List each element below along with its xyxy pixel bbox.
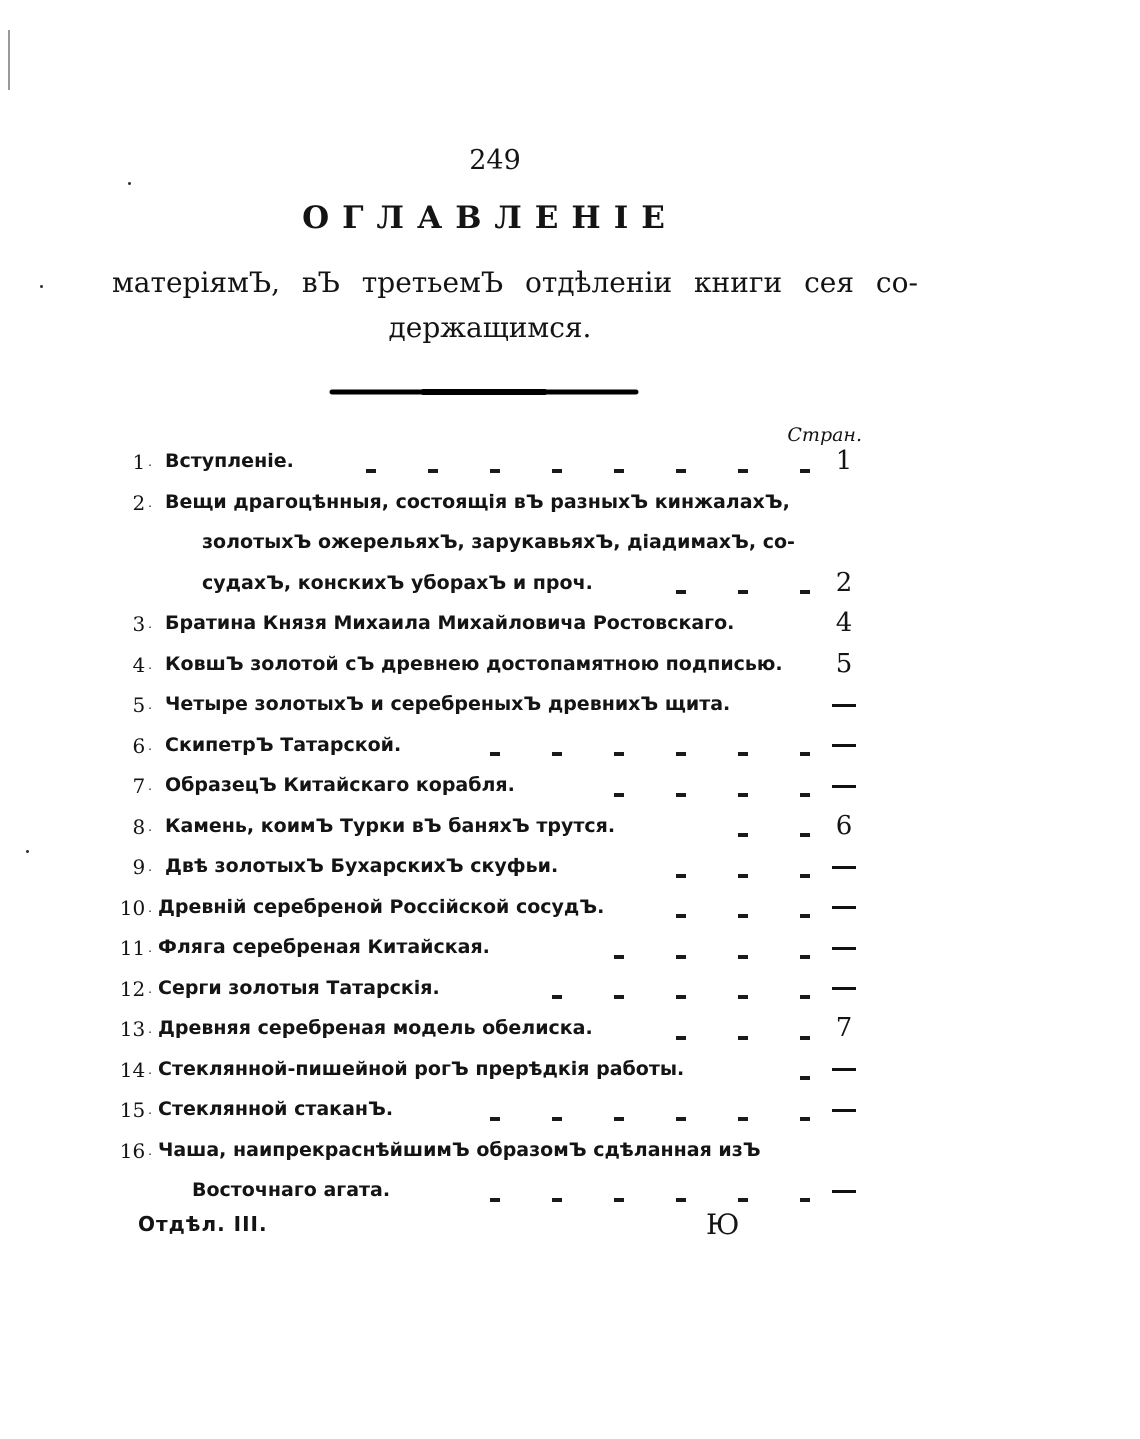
leader-dash xyxy=(490,1117,500,1121)
entry-page-number xyxy=(820,770,868,800)
entry-text: КовшЪ золотой сЪ древнею достопамятною подписью. xyxy=(165,652,783,675)
ditto-dash xyxy=(832,1109,856,1112)
entry-number: 8 . xyxy=(132,814,152,839)
entry-text: ОбразецЪ Китайскаго корабля. xyxy=(165,774,515,796)
entry-number: 12 . xyxy=(119,976,152,1001)
entry-text: золотыхЪ ожерельяхЪ, зарукавьяхЪ, діадимахЪ, со- xyxy=(202,531,795,553)
leader-dots xyxy=(500,986,810,1008)
entry-page-number xyxy=(820,851,868,881)
toc-entry xyxy=(0,567,1140,612)
leader-dash xyxy=(676,995,686,999)
leader-dots xyxy=(748,1067,810,1089)
entry-page-number xyxy=(820,1094,868,1124)
toc-entry xyxy=(0,810,1140,855)
leader-dash xyxy=(614,793,624,797)
toc-entry xyxy=(0,491,1140,531)
entry-text: Древній серебреной Россійской сосудЪ. xyxy=(158,895,605,918)
entry-text: Камень, коимЪ Турки вЪ баняхЪ трутся. xyxy=(165,814,616,837)
leader-dash xyxy=(428,469,438,473)
leader-dash xyxy=(738,955,748,959)
toc-entry xyxy=(0,977,1140,1017)
ditto-dash xyxy=(832,947,856,950)
entry-number: 13 . xyxy=(119,1017,152,1041)
toc-entry xyxy=(0,608,1140,652)
leader-dash xyxy=(800,833,810,837)
leader-dash xyxy=(614,995,624,999)
entry-page-number: 2 xyxy=(835,567,853,598)
leader-dash xyxy=(800,914,810,918)
toc-entry xyxy=(0,1013,1140,1057)
entry-number: 16 . xyxy=(119,1138,152,1163)
entry-text: Древняя серебреная модель обелиска. xyxy=(158,1017,593,1039)
leader-dash xyxy=(490,752,500,756)
leader-dots xyxy=(624,1026,810,1048)
leader-dash xyxy=(800,752,810,756)
entry-text: Братина Князя Михаила Михайловича Ростовскаго. xyxy=(165,612,735,634)
leader-dash xyxy=(738,1117,748,1121)
leader-dash xyxy=(738,833,748,837)
leader-dash xyxy=(676,590,686,594)
toc-entry xyxy=(0,1139,1140,1179)
leader-dash xyxy=(676,914,686,918)
entry-page-number xyxy=(820,932,868,962)
leader-dash xyxy=(552,1117,562,1121)
leader-dash xyxy=(800,955,810,959)
toc-entry xyxy=(0,1098,1140,1138)
toc-entry xyxy=(0,936,1140,976)
leader-dots xyxy=(438,1188,810,1210)
entry-number: 6 . xyxy=(132,733,152,758)
ditto-dash xyxy=(832,704,856,707)
leader-dash xyxy=(366,469,376,473)
leader-dash xyxy=(800,1117,810,1121)
subtitle-line-2: держащимся. xyxy=(388,311,592,344)
entry-text: Вступленіе. xyxy=(165,450,294,472)
leader-dots xyxy=(624,864,810,886)
leader-dash xyxy=(614,469,624,473)
leader-dash xyxy=(676,1198,686,1202)
leader-dash xyxy=(738,752,748,756)
toc-entry xyxy=(0,896,1140,936)
leader-dash xyxy=(738,469,748,473)
section-footer: Отдѣл. III. xyxy=(138,1212,268,1236)
entry-text: Стеклянной стаканЪ. xyxy=(158,1098,394,1120)
leader-dots xyxy=(438,1107,810,1129)
leader-dash xyxy=(676,1036,686,1040)
leader-dash xyxy=(552,469,562,473)
entry-number: 1 . xyxy=(132,450,152,474)
leader-dash xyxy=(552,995,562,999)
entry-text: Восточнаго агата. xyxy=(192,1179,391,1201)
leader-dash xyxy=(614,1198,624,1202)
leader-dash xyxy=(552,752,562,756)
leader-dash xyxy=(800,793,810,797)
subtitle-line-1: матеріямЪ, вЪ третьемЪ отдѣленіи книги сея со- xyxy=(112,266,918,299)
page-number: 249 xyxy=(469,145,521,176)
entry-text: Серги золотыя Татарскія. xyxy=(158,976,440,999)
leader-dash xyxy=(738,590,748,594)
leader-dash xyxy=(738,1198,748,1202)
entry-text: Чаша, наипрекраснѣйшимЪ образомЪ сдѣланная изЪ xyxy=(158,1138,761,1161)
leader-dash xyxy=(676,752,686,756)
leader-dash xyxy=(800,469,810,473)
leader-dash xyxy=(800,995,810,999)
leader-dash xyxy=(800,874,810,878)
entry-page-number xyxy=(820,1175,868,1205)
leader-dash xyxy=(738,995,748,999)
entry-text: Двѣ золотыхЪ БухарскихЪ скуфьи. xyxy=(165,855,559,877)
toc-entry xyxy=(0,774,1140,814)
entry-number: 7 . xyxy=(132,774,152,798)
entry-page-number xyxy=(820,892,868,922)
entry-page-number: 7 xyxy=(835,1013,853,1043)
toc-entry xyxy=(0,1058,1140,1098)
entry-page-number: 5 xyxy=(835,648,853,679)
entry-text: судахЪ, конскихЪ уборахЪ и проч. xyxy=(202,571,593,594)
leader-dash xyxy=(614,752,624,756)
leader-dash xyxy=(800,1198,810,1202)
signature-mark: Ю xyxy=(706,1208,740,1241)
leader-dash xyxy=(738,874,748,878)
leader-dash xyxy=(676,955,686,959)
leader-dots xyxy=(686,824,810,846)
leader-dots xyxy=(562,945,810,967)
entry-text: Фляга серебреная Китайская. xyxy=(158,936,490,958)
leader-dots xyxy=(562,783,810,805)
leader-dash xyxy=(614,955,624,959)
toc-entry xyxy=(0,531,1140,571)
leader-dots xyxy=(624,581,810,603)
leader-dash xyxy=(800,1036,810,1040)
leader-dash xyxy=(676,469,686,473)
entry-number: 2 . xyxy=(132,490,152,515)
entry-number: 10 . xyxy=(119,895,152,920)
leader-dots xyxy=(314,459,810,481)
ditto-dash xyxy=(832,744,856,747)
leader-dash xyxy=(490,469,500,473)
leader-dash xyxy=(490,1198,500,1202)
leader-dash xyxy=(676,1117,686,1121)
entry-number: 9 . xyxy=(132,855,152,879)
entry-number: 4 . xyxy=(132,652,152,677)
entry-page-number: 1 xyxy=(835,446,853,476)
entry-page-number xyxy=(820,689,868,719)
entry-text: Вещи драгоцѣнныя, состоящія вЪ разныхЪ кинжалахЪ, xyxy=(165,490,790,513)
entry-number: 14 . xyxy=(119,1057,152,1082)
entry-number: 5 . xyxy=(132,693,152,717)
ditto-dash xyxy=(832,987,856,990)
leader-dash xyxy=(676,793,686,797)
entry-page-number xyxy=(820,730,868,760)
ditto-dash xyxy=(832,866,856,869)
ditto-dash xyxy=(832,1190,856,1193)
leader-dots xyxy=(438,743,810,765)
ditto-dash xyxy=(832,785,856,788)
entry-page-number: 6 xyxy=(835,810,853,841)
leader-dash xyxy=(738,914,748,918)
toc-entry xyxy=(0,446,1140,490)
leader-dash xyxy=(800,1076,810,1080)
toc-entry xyxy=(0,648,1140,693)
entry-page-number xyxy=(820,1054,868,1084)
toc-entry xyxy=(0,734,1140,774)
leader-dots xyxy=(624,905,810,927)
ditto-dash xyxy=(832,906,856,909)
leader-dash xyxy=(614,1117,624,1121)
leader-dash xyxy=(738,793,748,797)
page-column-header: Стран. xyxy=(787,424,862,446)
toc-entry xyxy=(0,855,1140,895)
entry-text: СкипетрЪ Татарской. xyxy=(165,733,402,756)
entry-page-number xyxy=(820,973,868,1003)
entry-text: Четыре золотыхЪ и серебреныхЪ древнихЪ щита. xyxy=(165,693,731,715)
leader-dash xyxy=(800,590,810,594)
page-title: ОГЛАВЛЕНІЕ xyxy=(302,200,678,236)
entry-number: 11 . xyxy=(119,936,152,960)
leader-dash xyxy=(738,1036,748,1040)
entry-text: Стеклянной-пишейной рогЪ прерѣдкія работы. xyxy=(158,1057,685,1080)
leader-dash xyxy=(552,1198,562,1202)
leader-dash xyxy=(676,874,686,878)
entry-number: 3 . xyxy=(132,612,152,636)
entry-number: 15 . xyxy=(119,1098,152,1122)
entry-page-number: 4 xyxy=(835,608,853,638)
toc-entry xyxy=(0,693,1140,733)
ditto-dash xyxy=(832,1068,856,1071)
